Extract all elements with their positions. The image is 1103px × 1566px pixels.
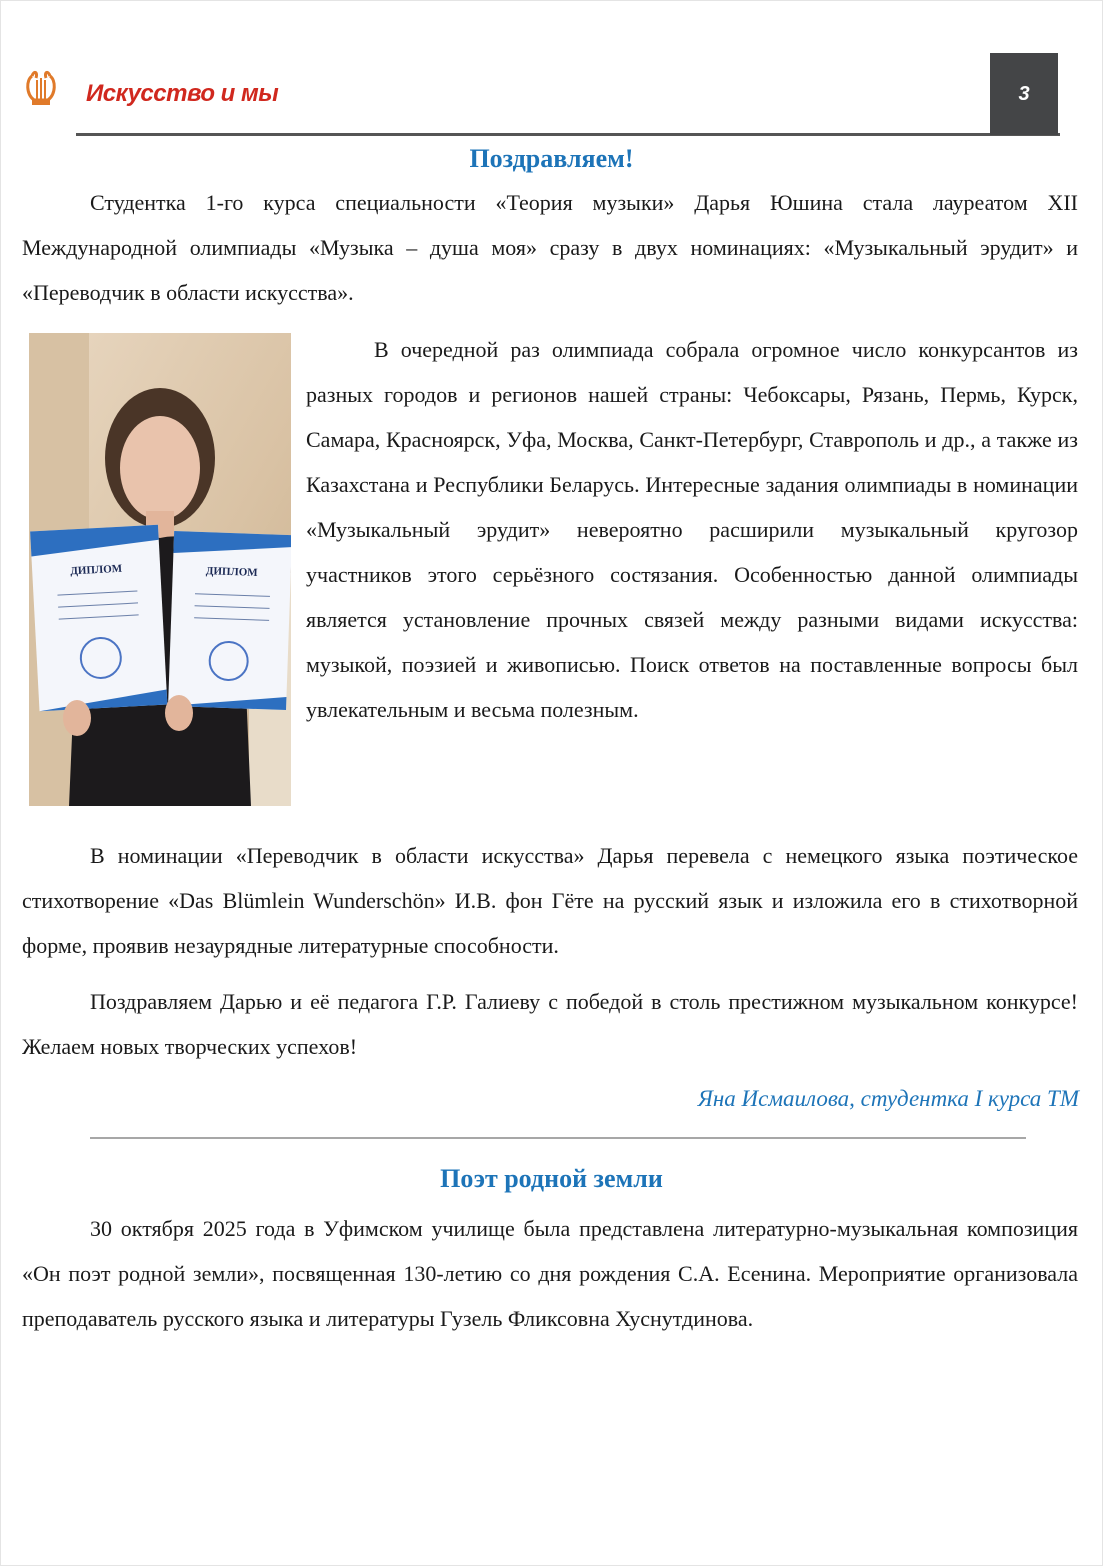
- lyre-logo-icon: [22, 64, 60, 110]
- student-photo: [29, 333, 291, 806]
- section-divider: [90, 1137, 1026, 1139]
- diploma-title-left: ДИПЛОМ: [70, 562, 123, 578]
- article-paragraph: 30 октября 2025 года в Уфимском училище была представлена литературно-музыкальная композиция «Он поэт родной земли», посвященная 130-летию со дня рождения С.А. Есенина. Мероприятие организовала преподаватель русского языка и литературы Гузель Фликсовна Хуснутдинова.: [22, 1216, 1078, 1331]
- article-title: Поздравляем!: [469, 144, 634, 173]
- diploma-title-right: ДИПЛОМ: [205, 565, 258, 579]
- article-paragraph: Поздравляем Дарью и её педагога Г.Р. Галиеву с победой в столь престижном музыкальном конкурсе! Желаем новых творческих успехов!: [22, 989, 1078, 1059]
- author-signature: Яна Исмаилова, студентка I курса ТМ: [697, 1086, 1079, 1111]
- page-number: 3: [990, 53, 1058, 135]
- article-paragraph: В очередной раз олимпиада собрала огромное число конкурсантов из разных городов и регионов нашей страны: Чебоксары, Рязань, Пермь, Курск, Самара, Красноярск, Уфа, Москва, Санкт-Петербург, Ставрополь и др., а также из Казахстана и Республики Беларусь. Интересные задания олимпиады в номинации «Музыкальный эрудит» невероятно расширили музыкальный кругозор участников этого серьёзного состязания. Особенностью данной олимпиады является установление прочных связей между разными видами искусства: музыкой, поэзией и живописью. Поиск ответов на поставленные вопросы был увлекательным и весьма полезным.: [306, 337, 1078, 722]
- article-title: Поэт родной земли: [440, 1164, 663, 1193]
- article-paragraph: В номинации «Переводчик в области искусства» Дарья перевела с немецкого языка поэтическое стихотворение «Das Blümlein Wunderschön» И.В. фон Гёте на русский язык и изложила его в стихотворной форме, проявив незаурядные литературные способности.: [22, 843, 1078, 958]
- header-rule: [76, 133, 1060, 136]
- article-paragraph: Студентка 1-го курса специальности «Теория музыки» Дарья Юшина стала лауреатом XII Международной олимпиады «Музыка – душа моя» сразу в двух номинациях: «Музыкальный эрудит» и «Переводчик в области искусства».: [22, 190, 1078, 305]
- magazine-brand: Искусство и мы: [86, 80, 279, 107]
